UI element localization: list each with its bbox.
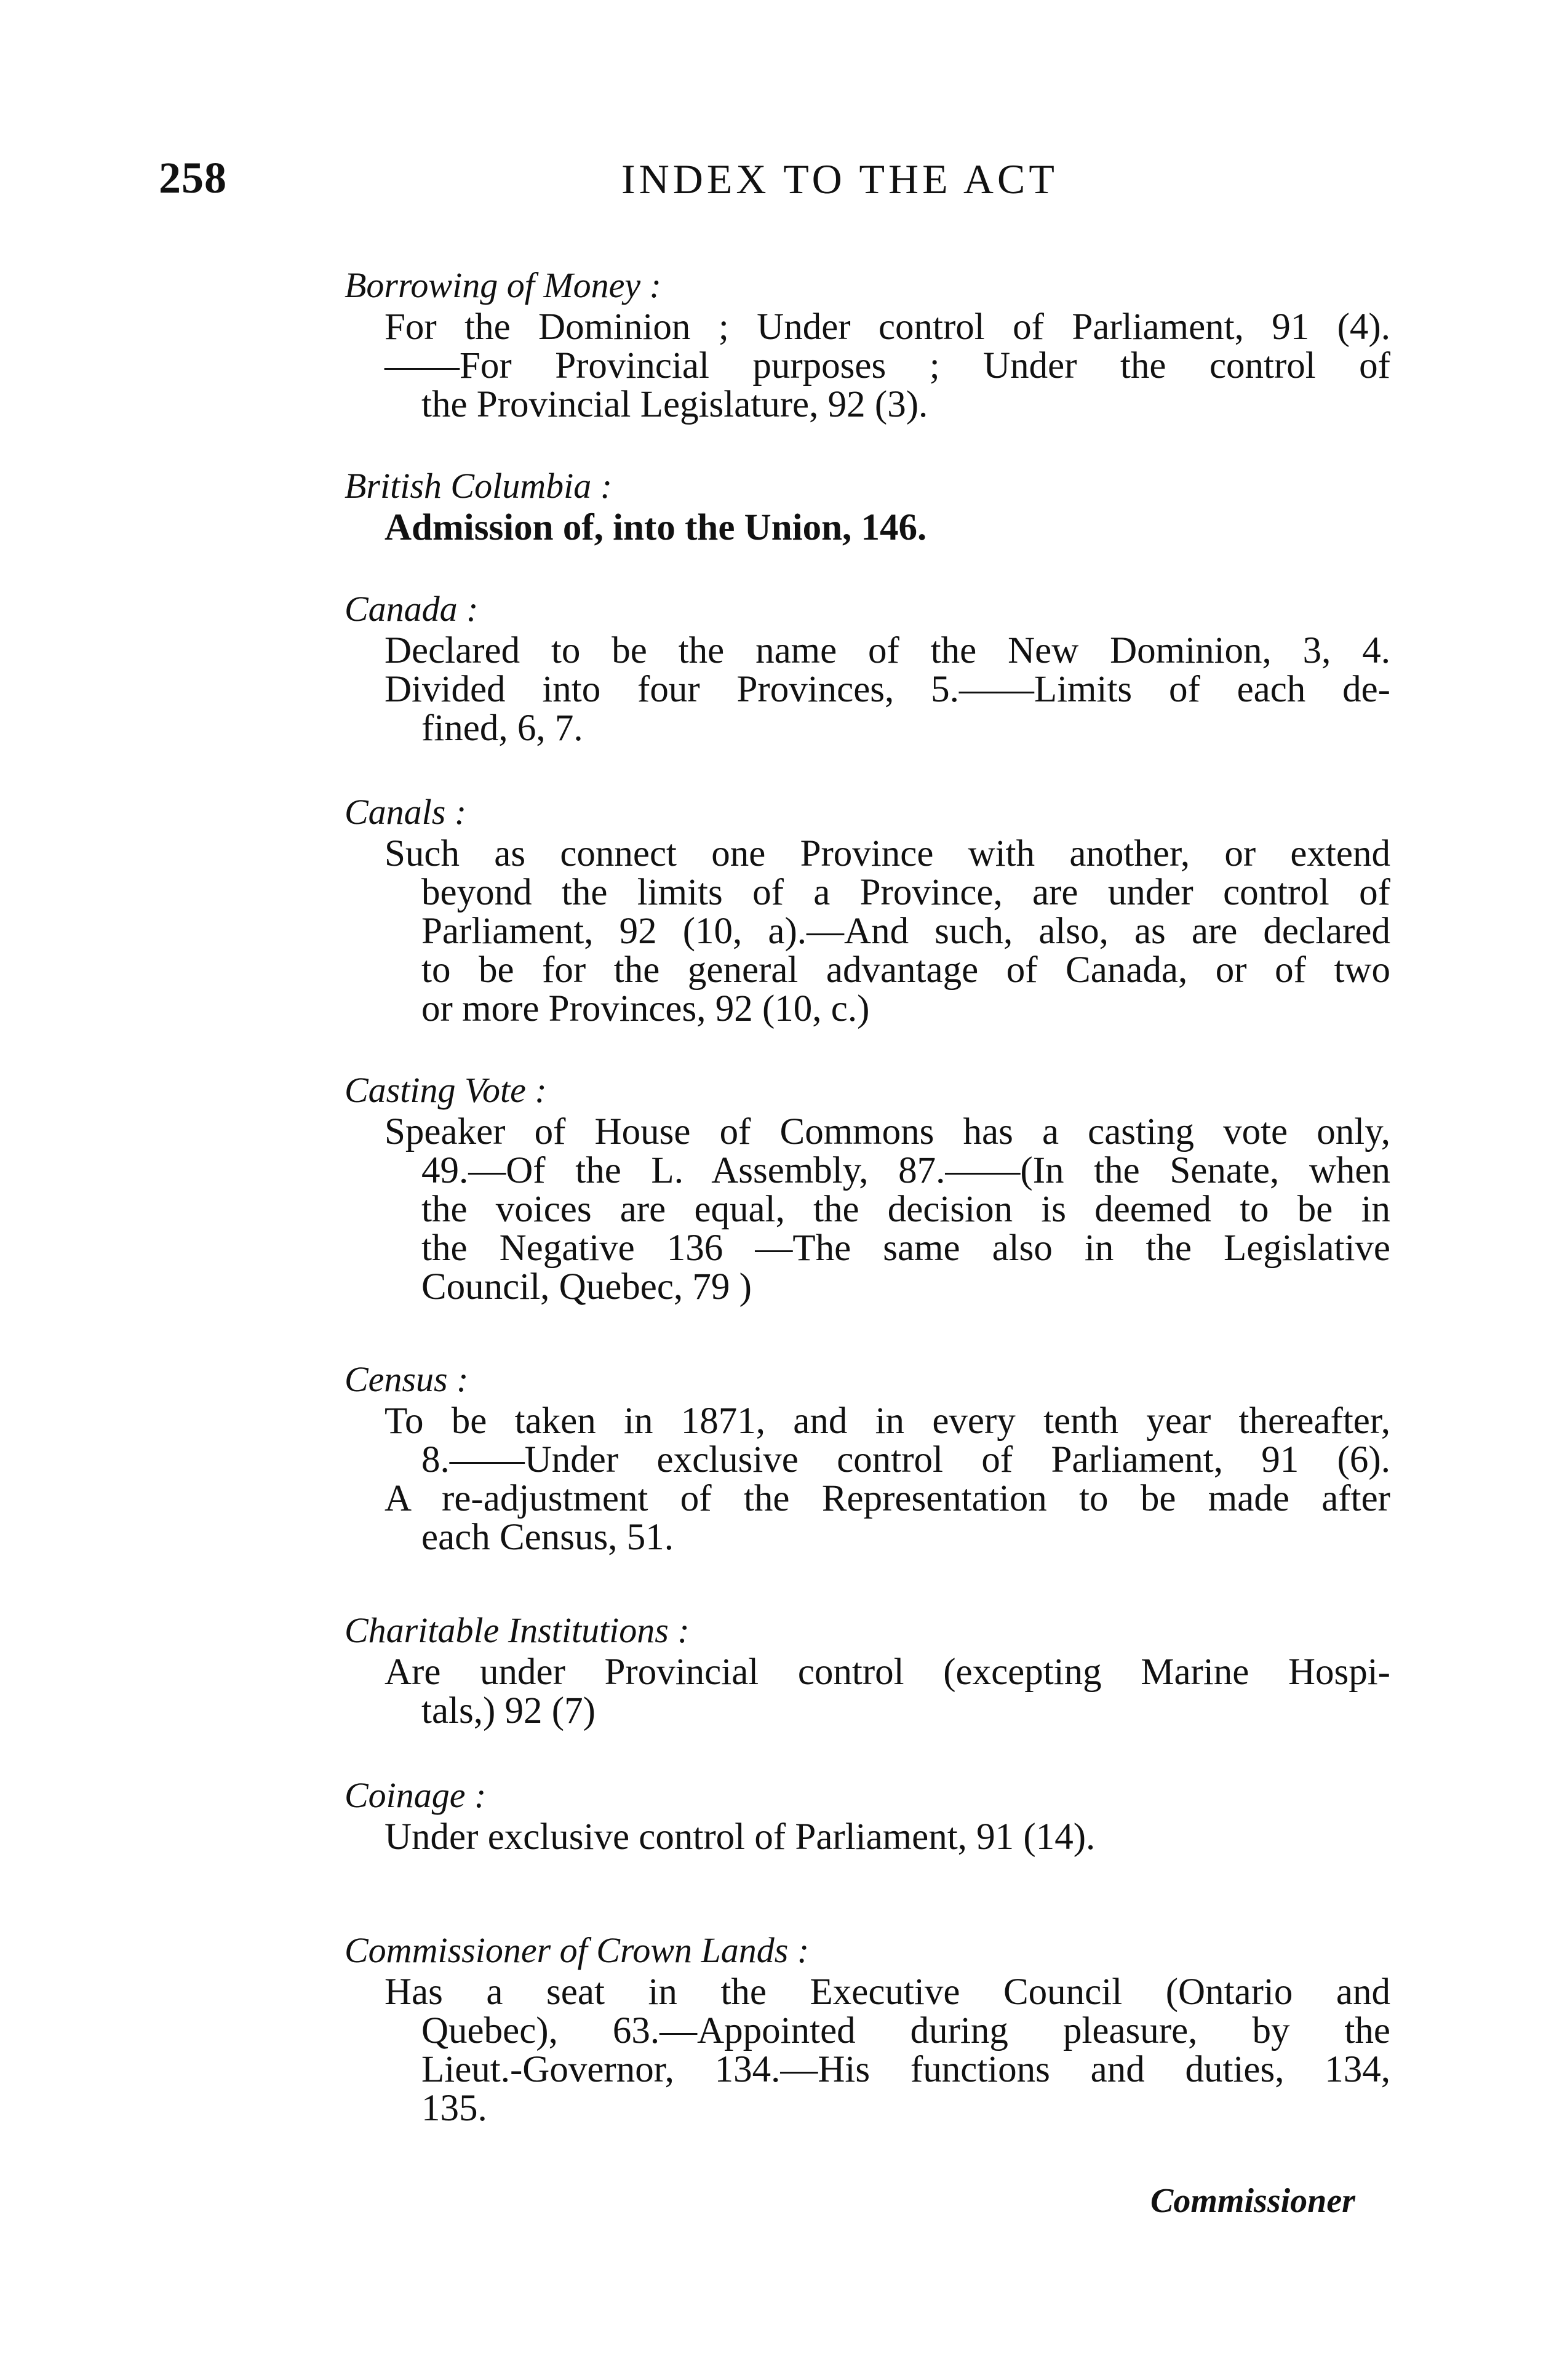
entry-line: Lieut.-Governor, 134.—His functions and duties, 134,	[421, 2049, 1390, 2090]
entry-line: each Census, 51.	[421, 1517, 674, 1558]
entry-line: Divided into four Provinces, 5.——Limits of each de-	[385, 669, 1390, 710]
entry-heading: Borrowing of Money :	[345, 265, 661, 305]
index-entry-canals	[345, 793, 1390, 1028]
entry-line: Under exclusive control of Parliament, 91 (14).	[385, 1816, 1096, 1858]
page-number: 258	[159, 153, 227, 202]
entry-line: to be for the general advantage of Canada, or of two	[421, 949, 1390, 991]
index-entry-borrowing-of-money	[345, 266, 1390, 424]
index-entry-canada	[345, 589, 1390, 748]
entry-line: A re-adjustment of the Representation to be made after	[385, 1478, 1390, 1519]
entry-line: 49.—Of the L. Assembly, 87.——(In the Senate, when	[421, 1150, 1390, 1191]
index-entry-commissioner-of-crown-lands	[345, 1931, 1390, 2128]
entry-heading: British Columbia :	[345, 466, 613, 506]
entry-heading: Casting Vote :	[345, 1070, 547, 1110]
entry-line: Declared to be the name of the New Dominion, 3, 4.	[385, 630, 1390, 671]
entry-heading: Canada :	[345, 589, 479, 629]
entry-heading: Charitable Institutions :	[345, 1610, 690, 1650]
entry-line: 135.	[421, 2088, 487, 2129]
entry-line: the voices are equal, the decision is deemed to be in	[421, 1189, 1390, 1230]
entry-line: Speaker of House of Commons has a casting vote only,	[385, 1111, 1390, 1152]
entry-line: Parliament, 92 (10, a).—And such, also, as are declared	[421, 911, 1390, 952]
entry-line: Council, Quebec, 79 )	[421, 1266, 752, 1308]
entry-line: the Negative 136 —The same also in the Legislative	[421, 1228, 1390, 1269]
entry-line: beyond the limits of a Province, are under control of	[421, 872, 1390, 913]
entry-heading: Canals :	[345, 792, 467, 832]
entry-line: 8.——Under exclusive control of Parliament, 91 (6).	[421, 1439, 1390, 1480]
entry-line: Has a seat in the Executive Council (Ontario and	[385, 1971, 1390, 2013]
entry-line: Admission of, into the Union, 146.	[385, 507, 927, 548]
entry-line: Quebec), 63.—Appointed during pleasure, by the	[421, 2010, 1390, 2051]
entry-line: Such as connect one Province with another, or extend	[385, 833, 1390, 874]
entry-line: the Provincial Legislature, 92 (3).	[421, 384, 928, 425]
entry-heading: Coinage :	[345, 1775, 487, 1815]
entry-line: ——For Provincial purposes ; Under the control of	[385, 345, 1390, 386]
index-entry-british-columbia	[345, 466, 1390, 547]
entry-line: tals,) 92 (7)	[421, 1690, 596, 1731]
entry-line: Are under Provincial control (excepting Marine Hospi-	[385, 1651, 1390, 1693]
index-entry-census	[345, 1360, 1390, 1557]
running-head-title: INDEX TO THE ACT	[621, 156, 1058, 202]
entry-line: For the Dominion ; Under control of Parliament, 91 (4).	[385, 306, 1390, 348]
catchword: Commissioner	[1150, 2182, 1355, 2220]
index-entry-charitable-institutions	[345, 1611, 1390, 1730]
entry-heading: Census :	[345, 1359, 469, 1399]
entry-heading: Commissioner of Crown Lands :	[345, 1930, 810, 1970]
entry-line: To be taken in 1871, and in every tenth year thereafter,	[385, 1400, 1390, 1442]
index-entry-coinage	[345, 1776, 1390, 1856]
entry-line: fined, 6, 7.	[421, 708, 583, 749]
index-entry-casting-vote	[345, 1071, 1390, 1306]
entry-line: or more Provinces, 92 (10, c.)	[421, 988, 870, 1029]
